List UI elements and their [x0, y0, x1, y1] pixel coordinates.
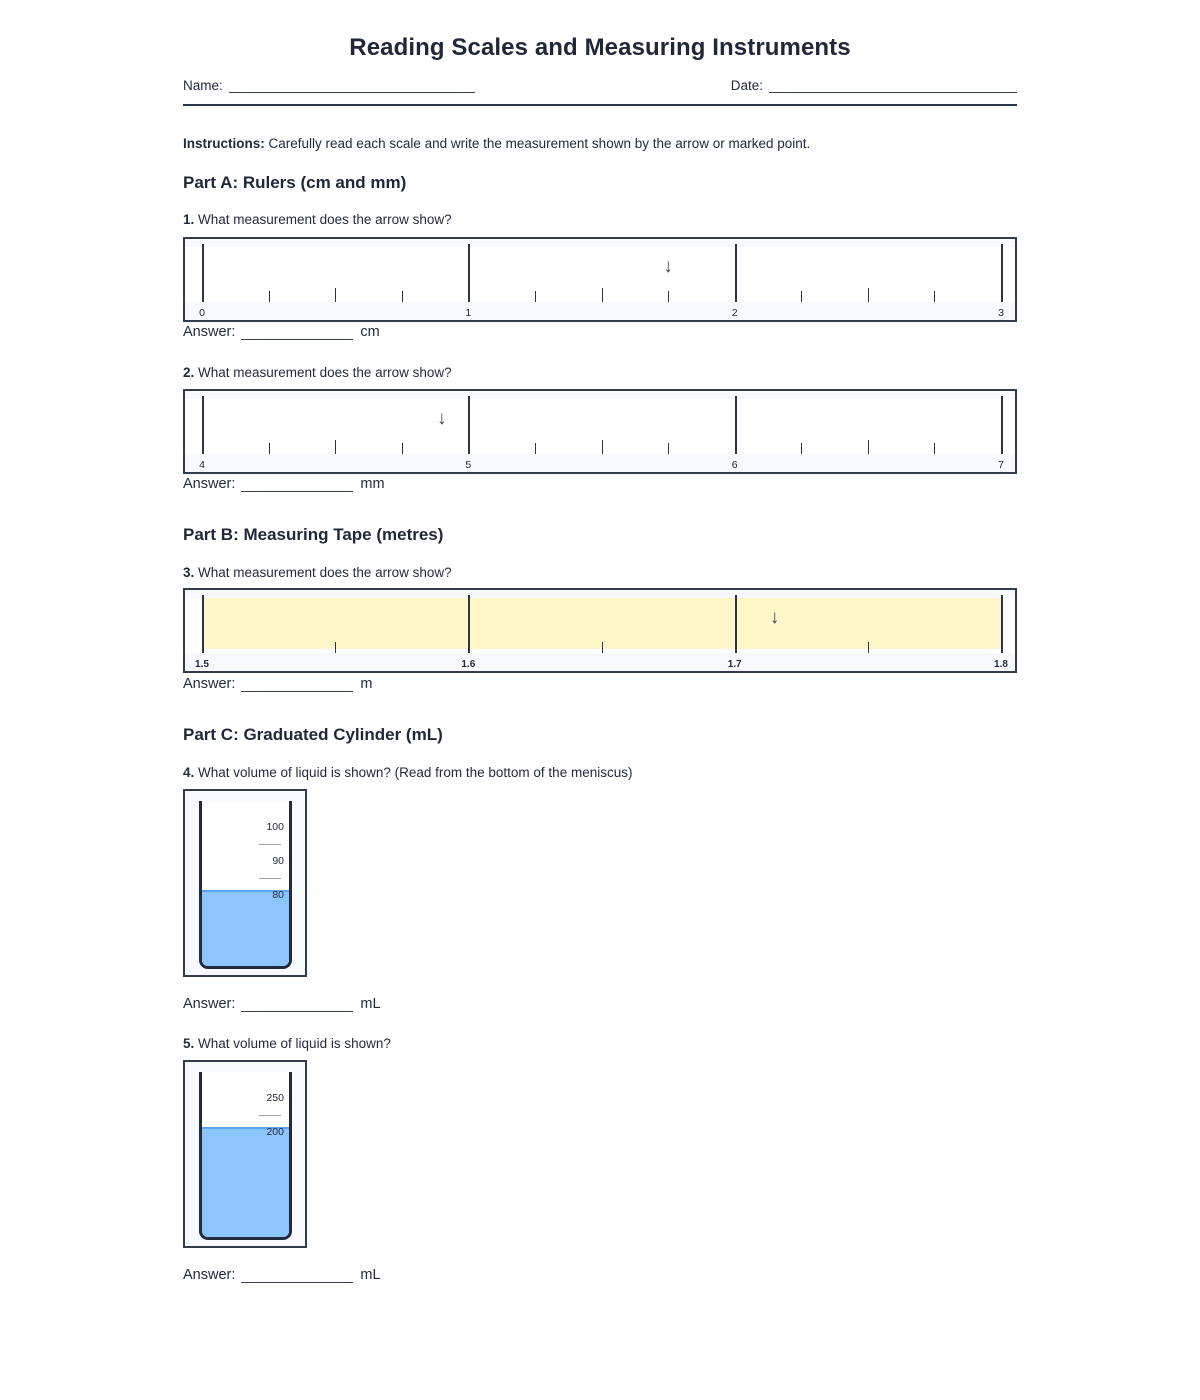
graduated-cylinder-5 — [183, 1060, 307, 1248]
answer-5-unit: mL — [360, 1267, 381, 1283]
ruler-1-minor-tick — [668, 291, 669, 302]
ruler-1-tick-label: 3 — [998, 307, 1004, 319]
instructions-text: Carefully read each scale and write the measurement shown by the arrow or marked point. — [264, 136, 811, 151]
graduated-cylinder-4-minor-tick — [259, 878, 281, 879]
graduated-cylinder-5-minor-tick — [259, 1115, 281, 1116]
graduated-cylinder-4 — [183, 789, 307, 977]
ruler-1-minor-tick — [335, 288, 336, 302]
ruler-1-major-tick — [468, 244, 470, 302]
measuring-tape-3-major-tick — [468, 595, 470, 653]
question-1-text: What measurement does the arrow show? — [194, 212, 452, 227]
question-4-number: 4. — [183, 765, 195, 780]
graduated-cylinder-4-minor-tick — [259, 844, 281, 845]
answer-1-label: Answer: — [183, 324, 236, 340]
answer-3-label: Answer: — [183, 676, 236, 692]
measuring-tape-3-arrow-indicator: ↓ — [769, 607, 780, 628]
ruler-1-major-tick — [735, 244, 737, 302]
answer-3-unit: m — [360, 676, 373, 692]
answer-5-label: Answer: — [183, 1267, 236, 1283]
answer-1-input-line[interactable] — [241, 325, 353, 340]
graduated-cylinder-5-scale-label: 250 — [266, 1092, 284, 1104]
question-5-number: 5. — [183, 1036, 195, 1051]
answer-2-unit: mm — [360, 476, 385, 492]
question-4-text: What volume of liquid is shown? (Read from the bottom of the meniscus) — [194, 765, 633, 780]
answer-2-input-line[interactable] — [241, 477, 353, 492]
answer-4 — [183, 996, 381, 1012]
question-5 — [183, 1036, 391, 1051]
question-4 — [183, 765, 632, 780]
measuring-tape-3-face — [185, 590, 1015, 671]
ruler-2-band — [185, 399, 1015, 454]
measuring-tape-3-major-tick — [735, 595, 737, 653]
measuring-tape-3-yellow-band — [204, 598, 1001, 649]
instructions-label: Instructions: — [183, 136, 265, 151]
measuring-tape-3-minor-tick — [868, 642, 869, 653]
question-2 — [183, 365, 452, 380]
question-3-number: 3. — [183, 565, 195, 580]
date-label: Date: — [730, 78, 763, 93]
ruler-2-major-tick — [735, 396, 737, 454]
ruler-2-minor-tick — [934, 443, 935, 454]
ruler-2-face — [185, 391, 1015, 472]
ruler-1-face — [185, 239, 1015, 320]
question-3-text: What measurement does the arrow show? — [194, 565, 452, 580]
graduated-cylinder-4-liquid — [202, 890, 289, 966]
ruler-2-tick-label: 5 — [465, 459, 472, 471]
graduated-cylinder-5-tube — [199, 1072, 292, 1240]
measuring-tape-3-tick-label: 1.8 — [994, 659, 1008, 670]
ruler-2-major-tick — [202, 396, 204, 454]
ruler-1-major-tick — [202, 244, 204, 302]
question-1 — [183, 212, 452, 227]
ruler-2 — [183, 389, 1017, 474]
ruler-1-band — [185, 247, 1015, 302]
ruler-1-minor-tick — [801, 291, 802, 302]
part-c-heading: Part C: Graduated Cylinder (mL) — [183, 725, 443, 744]
answer-4-input-line[interactable] — [241, 997, 353, 1012]
ruler-1-tick-label: 2 — [731, 307, 738, 319]
ruler-2-minor-tick — [335, 440, 336, 454]
ruler-2-minor-tick — [668, 443, 669, 454]
ruler-2-minor-tick — [801, 443, 802, 454]
ruler-1-tick-label: 1 — [465, 307, 472, 319]
question-1-number: 1. — [183, 212, 195, 227]
answer-3 — [183, 676, 372, 692]
question-2-number: 2. — [183, 365, 195, 380]
question-2-text: What measurement does the arrow show? — [194, 365, 452, 380]
ruler-1-minor-tick — [868, 288, 869, 302]
instructions — [183, 136, 810, 151]
graduated-cylinder-4-scale-label: 90 — [272, 855, 284, 867]
date-input-line[interactable] — [769, 79, 1017, 93]
ruler-1-minor-tick — [602, 288, 603, 302]
ruler-2-tick-label: 6 — [731, 459, 738, 471]
ruler-1-minor-tick — [934, 291, 935, 302]
ruler-2-minor-tick — [402, 443, 403, 454]
name-input-line[interactable] — [229, 79, 475, 93]
part-b-heading: Part B: Measuring Tape (metres) — [183, 525, 444, 544]
ruler-2-tick-label: 7 — [998, 459, 1004, 471]
ruler-1-minor-tick — [269, 291, 270, 302]
answer-2-label: Answer: — [183, 476, 236, 492]
graduated-cylinder-5-liquid — [202, 1127, 289, 1237]
answer-4-unit: mL — [360, 996, 381, 1012]
name-date-row — [183, 78, 1017, 93]
ruler-2-major-tick — [468, 396, 470, 454]
ruler-1 — [183, 237, 1017, 322]
ruler-1-minor-tick — [535, 291, 536, 302]
answer-4-label: Answer: — [183, 996, 236, 1012]
ruler-1-minor-tick — [402, 291, 403, 302]
name-field-group — [183, 78, 475, 93]
ruler-1-major-tick — [1001, 244, 1003, 302]
measuring-tape-3 — [183, 588, 1017, 673]
ruler-2-minor-tick — [535, 443, 536, 454]
answer-3-input-line[interactable] — [241, 677, 353, 692]
measuring-tape-3-major-tick — [1001, 595, 1003, 653]
name-label: Name: — [183, 78, 223, 93]
ruler-2-minor-tick — [269, 443, 270, 454]
ruler-2-major-tick — [1001, 396, 1003, 454]
answer-5-input-line[interactable] — [241, 1268, 353, 1283]
page-title: Reading Scales and Measuring Instruments — [349, 34, 851, 61]
measuring-tape-3-tick-label: 1.5 — [195, 659, 209, 670]
graduated-cylinder-4-scale-label: 100 — [266, 821, 284, 833]
measuring-tape-3-minor-tick — [335, 642, 336, 653]
graduated-cylinder-5-scale-label: 200 — [266, 1126, 284, 1138]
ruler-2-arrow-indicator: ↓ — [436, 408, 447, 429]
answer-2 — [183, 476, 385, 492]
header-divider — [183, 104, 1017, 106]
question-5-text: What volume of liquid is shown? — [194, 1036, 391, 1051]
answer-1-unit: cm — [360, 324, 380, 340]
measuring-tape-3-tick-label: 1.6 — [461, 659, 476, 670]
ruler-2-minor-tick — [868, 440, 869, 454]
answer-1 — [183, 324, 380, 340]
date-field-group — [731, 78, 1017, 93]
ruler-1-arrow-indicator: ↓ — [663, 256, 673, 277]
ruler-1-tick-label: 0 — [199, 307, 205, 319]
ruler-2-minor-tick — [602, 440, 603, 454]
measuring-tape-3-minor-tick — [602, 642, 603, 653]
graduated-cylinder-4-scale-label: 80 — [272, 889, 284, 901]
ruler-2-tick-label: 4 — [199, 459, 205, 471]
answer-5 — [183, 1267, 381, 1283]
measuring-tape-3-tick-label: 1.7 — [727, 659, 742, 670]
question-3 — [183, 565, 452, 580]
graduated-cylinder-4-tube — [199, 801, 292, 969]
measuring-tape-3-major-tick — [202, 595, 204, 653]
part-a-heading: Part A: Rulers (cm and mm) — [183, 173, 407, 192]
